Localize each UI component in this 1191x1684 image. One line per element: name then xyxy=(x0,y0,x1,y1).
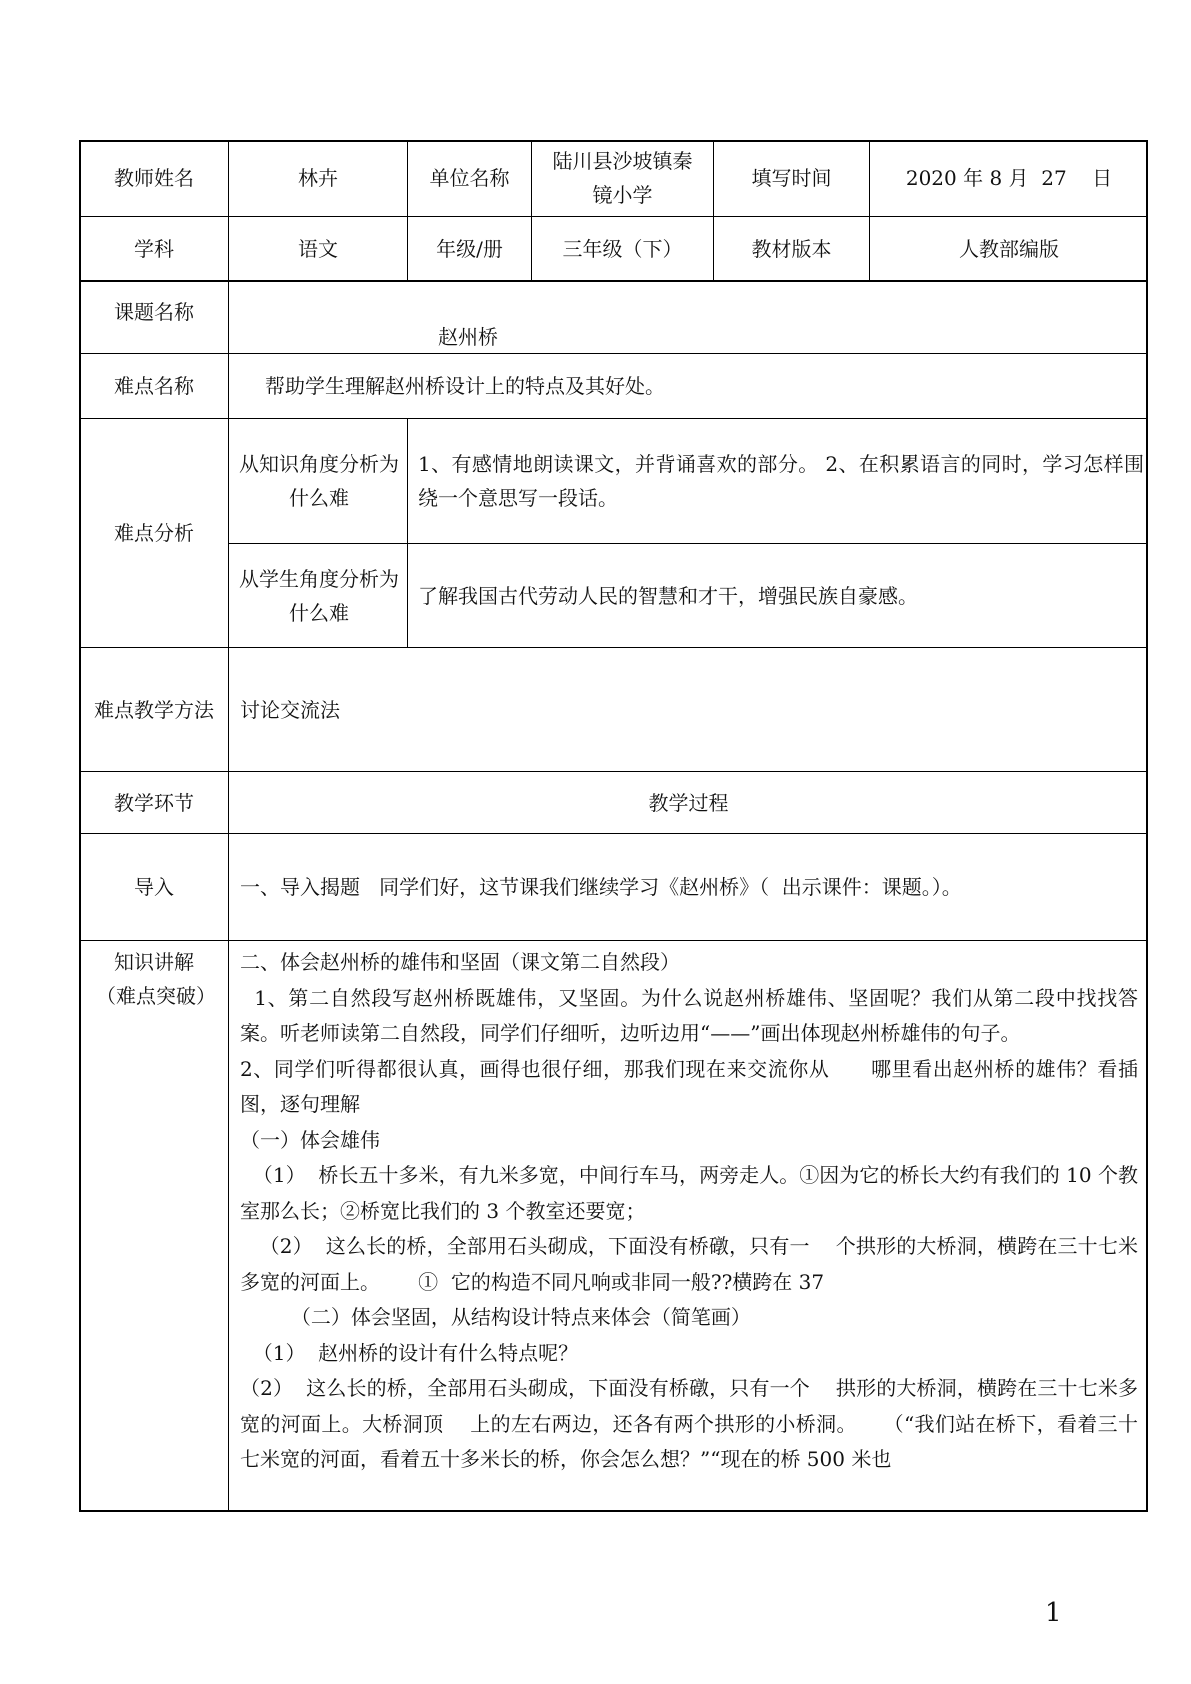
paragraph: （一）体会雄伟 xyxy=(240,1127,380,1152)
topic-label: 课题名称 xyxy=(114,300,194,324)
knowledge-angle-value: 1、有感情地朗读课文，并背诵喜欢的部分。 2、在积累语言的同时，学习怎样围绕一个意思写一段话。 xyxy=(418,452,1144,510)
difficulty-label: 难点名称 xyxy=(114,374,194,398)
edition-value: 人教部编版 xyxy=(959,236,1059,261)
knowledge-body xyxy=(240,945,1138,1478)
unit-name: 陆川县沙坡镇秦镜小学 xyxy=(552,149,693,207)
paragraph: 二、体会赵州桥的雄伟和坚固（课文第二自然段） xyxy=(240,950,680,974)
teacher-label: 教师姓名 xyxy=(114,166,194,190)
paragraph: 2、同学们听得都很认真，画得也很仔细，那我们现在来交流你从 哪里看出赵州桥的雄伟？看插图，逐句理解 xyxy=(240,1056,1138,1116)
student-angle-value: 了解我国古代劳动人民的智慧和才干，增强民族自豪感。 xyxy=(418,583,918,608)
subject-label: 学科 xyxy=(134,236,174,261)
date-label: 填写时间 xyxy=(751,166,832,190)
unit-label: 单位名称 xyxy=(429,166,510,190)
teacher-name: 林卉 xyxy=(298,166,338,190)
paragraph: （1） 桥长五十多米，有九米多宽，中间行车马，两旁走人。①因为它的桥长大约有我们的 10 个教室那么长；②桥宽比我们的 3 个教室还要宽； xyxy=(240,1163,1139,1223)
topic-value: 赵州桥 xyxy=(438,325,498,349)
subject-value: 语文 xyxy=(298,236,338,261)
intro-value: 一、导入揭题 同学们好，这节课我们继续学习《赵州桥》（ 出示课件：课题。）。 xyxy=(240,875,962,899)
paragraph: （二）体会坚固，从结构设计特点来体会（简笔画） xyxy=(240,1305,751,1329)
page-number: 1 xyxy=(1045,1598,1062,1628)
analysis-label: 难点分析 xyxy=(114,521,194,545)
method-label: 难点教学方法 xyxy=(94,697,214,722)
row-divider xyxy=(79,940,1148,941)
paragraph: （1） 赵州桥的设计有什么特点呢？ xyxy=(240,1340,579,1365)
intro-label: 导入 xyxy=(134,875,174,899)
column-divider xyxy=(407,418,408,647)
paragraph: （2） 这么长的桥，全部用石头砌成，下面没有桥礅，只有一个 拱形的大桥洞，横跨在三十七米多宽的河面上。大桥洞顶 上的左右两边，还各有两个拱形的小桥洞。 （“我们站在桥下，看着三十七米宽的河面，看着五十多米长的桥，你会怎么想？”“现在的桥 500 米也 xyxy=(240,1376,1138,1471)
student-angle-label: 从学生角度分析为什么难 xyxy=(239,566,399,625)
grade-label: 年级/册 xyxy=(436,236,503,261)
date-value: 2020 年 8 月 27 日 xyxy=(905,166,1113,190)
grade-value: 三年级（下） xyxy=(562,236,683,261)
method-value: 讨论交流法 xyxy=(240,697,340,722)
process-step-label: 教学环节 xyxy=(114,790,194,815)
difficulty-value: 帮助学生理解赵州桥设计上的特点及其好处。 xyxy=(265,374,665,398)
knowledge-section-label: 知识讲解（难点突破） xyxy=(96,950,216,1008)
paragraph: （2） 这么长的桥，全部用石头砌成，下面没有桥礅，只有一 个拱形的大桥洞，横跨在三十七米多宽的河面上。 ① 它的构造不同凡响或非同一般??横跨在 37 xyxy=(240,1234,1138,1294)
paragraph: 1、第二自然段写赵州桥既雄伟，又坚固。为什么说赵州桥雄伟、坚固呢？我们从第二段中找找答案。听老师读第二自然段，同学们仔细听，边听边用“——”画出体现赵州桥雄伟的句子。 xyxy=(240,985,1138,1045)
edition-label: 教材版本 xyxy=(751,236,832,261)
process-label: 教学过程 xyxy=(648,790,729,815)
knowledge-angle-label: 从知识角度分析为什么难 xyxy=(239,452,399,510)
row-divider xyxy=(79,280,1148,282)
